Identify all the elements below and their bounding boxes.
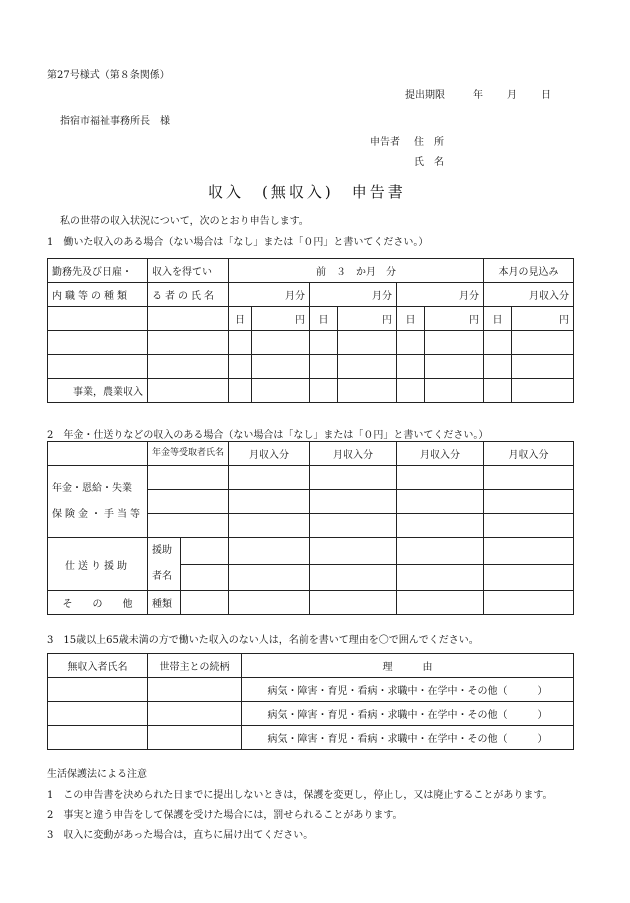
relation-cell[interactable] [148,678,242,702]
amount-cell[interactable] [397,538,484,565]
form-id: 第27号様式（第８条関係） [47,70,170,81]
amount-cell[interactable] [397,490,484,514]
amount-cell[interactable] [397,466,484,490]
amount-cell[interactable] [229,591,310,615]
month-income-forecast: 月収入分 [484,283,574,307]
amount-cell[interactable] [310,490,397,514]
day-cell[interactable] [397,331,425,355]
amount-cell[interactable] [484,591,574,615]
day-cell[interactable] [229,355,252,379]
employer-cell[interactable] [48,307,148,331]
month-label-3: 月分 [397,283,484,307]
earner-cell[interactable] [148,307,229,331]
col-recipient: 年金等受取者氏名 [148,442,229,466]
notes-heading: 生活保護法による注意 [47,769,147,780]
donor-name-cell[interactable] [181,564,229,591]
table-row [48,379,574,403]
no-income-table [47,653,574,750]
business-income-label: 事業，農業収入 [48,379,148,403]
day-cell[interactable] [484,331,512,355]
day-cell[interactable] [310,379,338,403]
applicant-label: 申告者 [370,137,400,148]
amount-cell[interactable] [484,490,574,514]
yen-cell[interactable] [252,355,310,379]
yen-label: 円 [252,307,310,331]
yen-cell[interactable] [338,355,397,379]
amount-cell[interactable] [484,514,574,538]
amount-cell[interactable] [229,466,310,490]
note-item: 1 この申告書を決められた日までに提出しないときは，保護を変更し，停止し，又は廃止することがあります。 [47,790,553,801]
employer-cell[interactable] [48,331,148,355]
amount-cell[interactable] [310,564,397,591]
page-title: 収入 (無収入) 申告書 [208,183,406,201]
table-row [48,538,574,565]
donor-label: 援助 者名 [148,538,181,591]
yen-cell[interactable] [425,379,484,403]
name-cell[interactable] [48,726,148,750]
amount-cell[interactable] [229,514,310,538]
day-cell[interactable] [310,355,338,379]
reason-options[interactable]: 病気・障害・育児・看病・求職中・在学中・その他（ ） [242,726,574,750]
day-label: 日 [310,307,338,331]
amount-cell[interactable] [484,466,574,490]
amount-cell[interactable] [310,591,397,615]
table-row [48,591,574,615]
yen-cell[interactable] [512,379,574,403]
col-earner-1: 収入を得てい [148,259,229,283]
note-item: 3 収入に変動があった場合は，直ちに届け出てください。 [47,830,314,841]
intro-text: 私の世帯の収入状況について，次のとおり申告します。 [60,216,309,227]
reason-options[interactable]: 病気・障害・育児・看病・求職中・在学中・その他（ ） [242,678,574,702]
section3-heading: 3 15歳以上65歳未満の方で働いた収入のない人は，名前を書いて理由を〇で囲んでください。 [47,635,479,646]
yen-cell[interactable] [512,331,574,355]
pension-income-table [47,441,574,615]
month-income-col: 月収入分 [229,442,310,466]
table-row [48,702,574,726]
amount-cell[interactable] [310,466,397,490]
employer-cell[interactable] [48,355,148,379]
month-income-col: 月収入分 [397,442,484,466]
col-forecast: 本月の見込み [484,259,574,283]
day-cell[interactable] [310,331,338,355]
remittance-label: 仕送り援助 [48,538,148,591]
table-row [48,726,574,750]
earner-cell[interactable] [148,379,229,403]
earner-cell[interactable] [148,331,229,355]
yen-label: 円 [425,307,484,331]
pension-label: 年金・恩給・失業 保険金・手当等 [48,466,148,538]
amount-cell[interactable] [310,538,397,565]
col-reason: 理 由 [242,654,574,678]
day-label: 日 [229,307,252,331]
amount-cell[interactable] [397,564,484,591]
amount-cell[interactable] [229,490,310,514]
day-cell[interactable] [484,379,512,403]
day-label: 日 [397,307,425,331]
col-no-income-name: 無収入者氏名 [48,654,148,678]
recipient-cell[interactable] [148,490,229,514]
day-cell[interactable] [397,379,425,403]
amount-cell[interactable] [397,514,484,538]
yen-cell[interactable] [338,331,397,355]
yen-cell[interactable] [512,355,574,379]
applicant-address-label: 住 所 [414,137,444,148]
table-row [48,331,574,355]
month-income-col: 月収入分 [310,442,397,466]
amount-cell[interactable] [484,564,574,591]
kind-cell[interactable] [181,591,229,615]
amount-cell[interactable] [229,538,310,565]
day-cell[interactable] [397,355,425,379]
yen-cell[interactable] [425,331,484,355]
yen-label: 円 [512,307,574,331]
month-label-2: 月分 [310,283,397,307]
table-row [48,355,574,379]
relation-cell[interactable] [148,702,242,726]
name-cell[interactable] [48,678,148,702]
earned-income-table [47,258,574,403]
day-cell[interactable] [229,379,252,403]
amount-cell[interactable] [310,514,397,538]
donor-name-cell[interactable] [181,538,229,565]
recipient-cell[interactable] [148,514,229,538]
section2-heading: 2 年金・仕送りなどの収入のある場合（ない場合は「なし」または「０円」と書いてください。） [47,430,489,441]
addressee: 指宿市福祉事務所長 様 [60,116,170,127]
amount-cell[interactable] [484,538,574,565]
amount-cell[interactable] [229,564,310,591]
yen-cell[interactable] [338,379,397,403]
month-income-col: 月収入分 [484,442,574,466]
col-employer-2: 内職等の種類 [48,283,148,307]
day-cell[interactable] [229,331,252,355]
blank-header [48,442,148,466]
amount-cell[interactable] [397,591,484,615]
table-row [48,466,574,490]
yen-label: 円 [338,307,397,331]
reason-options[interactable]: 病気・障害・育児・看病・求職中・在学中・その他（ ） [242,702,574,726]
yen-cell[interactable] [252,379,310,403]
earner-cell[interactable] [148,355,229,379]
table-row [48,678,574,702]
recipient-cell[interactable] [148,466,229,490]
deadline-label: 提出期限 [405,90,445,101]
col-past-3-months: 前 ３ か月 分 [229,259,484,283]
deadline-year: 年 [473,90,483,101]
col-earner-2: る者の氏名 [148,283,229,307]
day-label: 日 [484,307,512,331]
kind-label: 種類 [148,591,181,615]
col-employer-1: 勤務先及び日雇・ [48,259,148,283]
deadline-day: 日 [541,90,551,101]
name-cell[interactable] [48,702,148,726]
applicant-name-label: 氏 名 [414,157,444,168]
yen-cell[interactable] [425,355,484,379]
other-label: そ の 他 [48,591,148,615]
day-cell[interactable] [484,355,512,379]
col-relation: 世帯主との続柄 [148,654,242,678]
section1-heading: 1 働いた収入のある場合（ない場合は「なし」または「０円」と書いてください。） [47,237,429,248]
relation-cell[interactable] [148,726,242,750]
yen-cell[interactable] [252,331,310,355]
deadline-month: 月 [507,90,517,101]
month-label-1: 月分 [229,283,310,307]
note-item: 2 事実と違う申告をして保護を受けた場合には，罰せられることがあります。 [47,810,403,821]
